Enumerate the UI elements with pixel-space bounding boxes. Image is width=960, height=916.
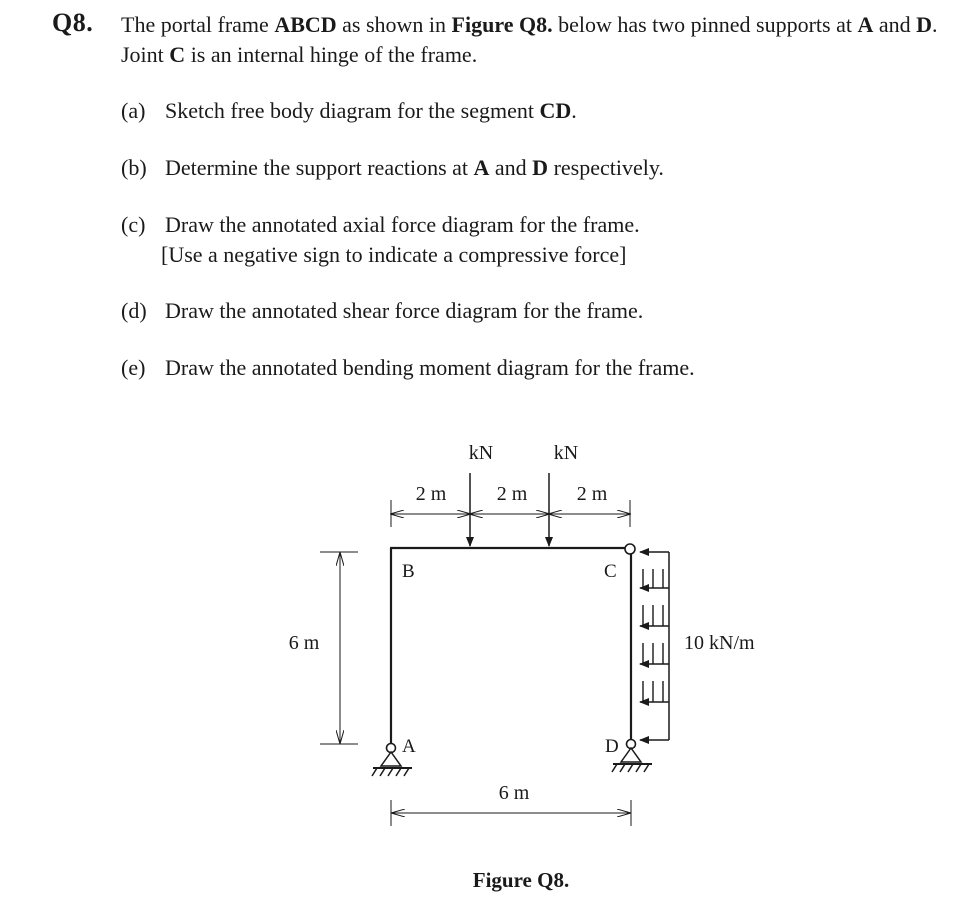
- part-d: (d) Draw the annotated shear force diagram for the frame.: [121, 298, 644, 323]
- joint-label-a: A: [402, 736, 416, 757]
- frame: [390, 548, 631, 743]
- span-label-1: 2 m: [415, 483, 447, 505]
- load-label-2: kN: [553, 442, 579, 464]
- joint-label-b: B: [402, 561, 415, 582]
- part-a: (a) Sketch free body diagram for the segment CD.: [121, 98, 577, 123]
- span-label-3: 2 m: [576, 483, 608, 505]
- span-label-2: 2 m: [496, 483, 528, 505]
- part-b: (b) Determine the support reactions at A and D respectively.: [121, 155, 664, 180]
- question-number: Q8.: [52, 8, 94, 37]
- height-label: 6 m: [288, 632, 320, 654]
- udl-label: 10 kN/m: [684, 632, 755, 654]
- figure-caption: Figure Q8.: [472, 868, 570, 892]
- udl-load: [640, 552, 669, 740]
- part-c: (c) Draw the annotated axial force diagram for the frame. [Use a negative sign to indicate a compressive force]: [121, 210, 901, 270]
- hinge-c: [625, 544, 635, 554]
- width-label: 6 m: [498, 782, 530, 804]
- part-c-note: [Use a negative sign to indicate a compressive force]: [161, 242, 627, 267]
- udl-hatching: [643, 569, 663, 702]
- joint-label-d: D: [605, 736, 619, 757]
- part-e: (e) Draw the annotated bending moment diagram for the frame.: [121, 355, 695, 380]
- height-dimension-line: [320, 552, 358, 744]
- question-intro: The portal frame ABCD as shown in Figure Q8. below has two pinned supports at A and D. Joint C is an internal hinge of the frame.: [121, 12, 938, 67]
- load-label-1: kN: [468, 442, 494, 464]
- joint-label-c: C: [604, 561, 617, 582]
